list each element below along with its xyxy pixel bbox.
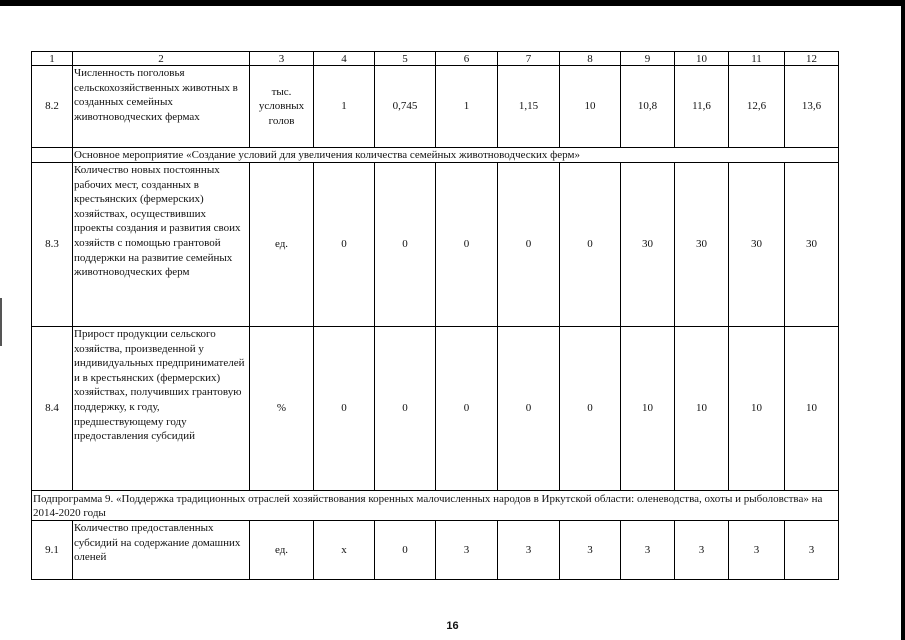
indicator-number: 8.2 [32, 66, 73, 148]
indicator-value: 1 [314, 66, 375, 148]
table-row [32, 66, 839, 148]
table-row [32, 163, 839, 327]
page-number: 16 [446, 620, 459, 632]
scan-border-top [0, 0, 905, 6]
indicator-value: 3 [675, 521, 729, 580]
column-number: 4 [314, 52, 375, 66]
table-row [32, 521, 839, 580]
indicator-value: 30 [729, 163, 785, 327]
indicator-value: 0 [375, 163, 436, 327]
subprogram-title: Подпрограмма 9. «Поддержка традиционных отраслей хозяйствования коренных малочисленных народов в Иркутской области: оленеводства, охоты и рыболовства» на 2014-2020 годы [32, 491, 839, 521]
indicator-value: х [314, 521, 375, 580]
section-row [32, 148, 839, 163]
indicator-unit: % [250, 327, 314, 491]
indicator-value: 0 [498, 163, 560, 327]
indicator-name: Количество предоставленных субсидий на содержание домашних оленей [73, 521, 250, 580]
indicator-number: 8.3 [32, 163, 73, 327]
indicator-unit: ед. [250, 163, 314, 327]
scan-edge-mark [0, 298, 2, 346]
indicator-name: Численность поголовья сельскохозяйственных животных в созданных семейных животноводческих фермах [73, 66, 250, 148]
section-row [32, 491, 839, 521]
indicator-value: 0 [498, 327, 560, 491]
column-number: 8 [560, 52, 621, 66]
indicator-value: 11,6 [675, 66, 729, 148]
indicator-value: 0,745 [375, 66, 436, 148]
column-number: 6 [436, 52, 498, 66]
indicator-value: 0 [560, 163, 621, 327]
indicator-value: 10 [675, 327, 729, 491]
indicator-value: 3 [560, 521, 621, 580]
indicator-unit: ед. [250, 521, 314, 580]
indicator-value: 0 [436, 163, 498, 327]
indicator-value: 1 [436, 66, 498, 148]
column-number: 11 [729, 52, 785, 66]
column-number: 5 [375, 52, 436, 66]
indicator-name: Прирост продукции сельского хозяйства, произведенной у индивидуальных предпринимателей и в крестьянских (фермерских) хозяйствах, получивших грантовую поддержку, к году, предшествующему году предоставления субсидий [73, 327, 250, 491]
indicator-number: 9.1 [32, 521, 73, 580]
indicator-value: 3 [498, 521, 560, 580]
indicator-value: 0 [314, 163, 375, 327]
indicator-value: 10 [785, 327, 839, 491]
indicator-value: 10,8 [621, 66, 675, 148]
column-number: 7 [498, 52, 560, 66]
column-number: 9 [621, 52, 675, 66]
indicator-value: 10 [560, 66, 621, 148]
indicator-value: 0 [375, 327, 436, 491]
indicator-value: 30 [675, 163, 729, 327]
indicator-value: 0 [375, 521, 436, 580]
column-number: 10 [675, 52, 729, 66]
column-number: 1 [32, 52, 73, 66]
indicators-table [31, 51, 839, 580]
indicator-value: 0 [560, 327, 621, 491]
scan-border-right [901, 0, 905, 640]
indicator-value: 30 [621, 163, 675, 327]
column-number: 2 [73, 52, 250, 66]
indicator-value: 3 [729, 521, 785, 580]
indicator-value: 10 [621, 327, 675, 491]
indicator-value: 1,15 [498, 66, 560, 148]
empty-cell [32, 148, 73, 163]
column-number-row [32, 52, 839, 66]
indicator-value: 0 [436, 327, 498, 491]
indicator-value: 3 [436, 521, 498, 580]
indicator-value: 12,6 [729, 66, 785, 148]
indicator-unit: тыс. условных голов [250, 66, 314, 148]
indicator-value: 10 [729, 327, 785, 491]
indicator-value: 30 [785, 163, 839, 327]
indicator-value: 13,6 [785, 66, 839, 148]
indicator-name: Количество новых постоянных рабочих мест, созданных в крестьянских (фермерских) хозяйствах, осуществивших проекты создания и развития своих хозяйств с помощью грантовой поддержки на развитие семейных животноводческих ферм [73, 163, 250, 327]
column-number: 3 [250, 52, 314, 66]
indicator-value: 3 [621, 521, 675, 580]
indicator-number: 8.4 [32, 327, 73, 491]
column-number: 12 [785, 52, 839, 66]
indicator-value: 0 [314, 327, 375, 491]
main-activity-title: Основное мероприятие «Создание условий для увеличения количества семейных животноводческих ферм» [73, 148, 839, 163]
indicator-value: 3 [785, 521, 839, 580]
table-row [32, 327, 839, 491]
